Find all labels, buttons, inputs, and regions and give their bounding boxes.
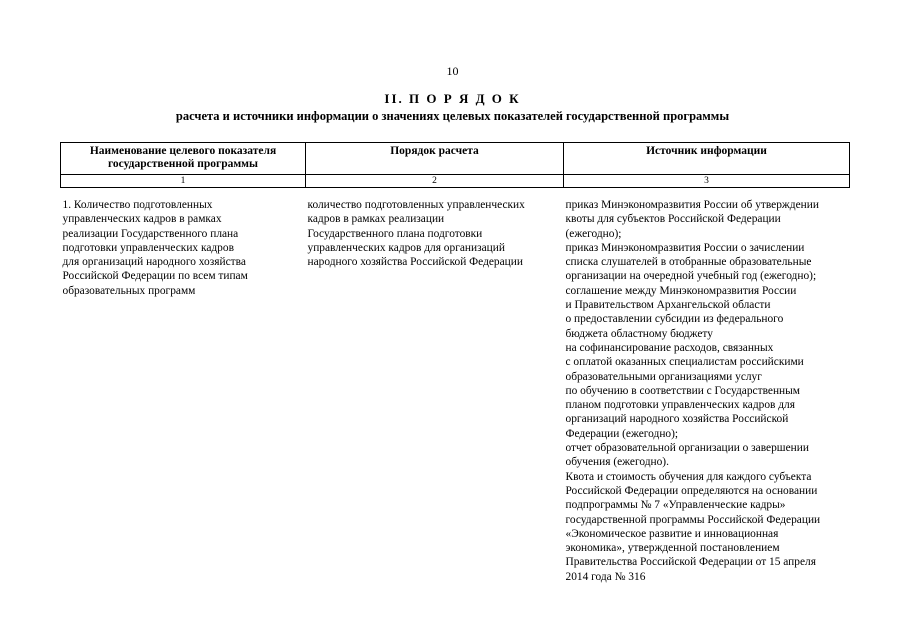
text-line: с оплатой оказанных специалистам российскими [565,356,804,369]
text-line: 1. Количество подготовленных [62,199,213,211]
column-number-row [61,175,850,188]
text-line: народного хозяйства Российской Федерации [307,256,523,269]
indicators-table [60,142,850,584]
text-line: Федерации (ежегодно); [565,427,679,440]
text-line: соглашение между Минэкономразвития России [565,284,797,297]
header-indicator-name: Наименование целевого показателя государственной программы [61,143,306,175]
text-line: о предоставлении субсидии из федерального [565,313,784,326]
text-line: организаций народного хозяйства Российской [565,413,789,426]
text-line: образовательными организациями услуг [565,370,762,383]
text-line: бюджета областному бюджету [565,327,713,340]
text-line: обучения (ежегодно). [565,456,669,469]
text-line: управленческих кадров в рамках [62,213,222,226]
section-subtitle: расчета и источники информации о значениях целевых показателей государственной программы [175,109,730,123]
text-line: подпрограммы № 7 «Управленческие кадры» [565,499,786,512]
text-line: государственной программы Российской Федерации [565,513,821,526]
text-line: отчет образовательной организации о завершении [565,442,809,455]
text-line: Российской Федерации определяются на основании [565,484,818,497]
column-number: 3 [564,175,850,188]
indicator-cell [61,188,306,585]
table-header-row [61,143,850,175]
text-line: организации на очередной учебный год (ежегодно); [565,270,817,283]
text-line: подготовки управленческих кадров [62,241,234,254]
text-line: кадров в рамках реализации [307,213,445,226]
calculation-cell [306,188,564,585]
source-cell [564,188,850,585]
text-line: для организаций народного хозяйства [62,256,246,269]
text-line: планом подготовки управленческих кадров для [565,399,795,412]
text-line: приказ Минэкономразвития России об утверждении [565,199,819,211]
header-information-source: Источник информации [564,143,850,175]
column-number: 2 [306,175,564,188]
text-line: количество подготовленных управленческих [307,199,525,211]
text-line: образовательных программ [62,284,196,297]
text-line: «Экономическое развитие и инновационная [565,527,779,540]
text-line: 2014 года № 316 [565,570,646,583]
text-line: (ежегодно); [565,227,622,240]
header-calculation-order: Порядок расчета [306,143,564,175]
text-line: Правительства Российской Федерации от 15 апреля [565,556,816,569]
section-title: II. П О Р Я Д О К [384,91,521,106]
column-number: 1 [61,175,306,188]
text-line: квоты для субъектов Российской Федерации [565,213,781,226]
text-line: Квота и стоимость обучения для каждого субъекта [565,470,812,483]
text-line: по обучению в соответствии с Государственным [565,384,801,397]
text-line: Российской Федерации по всем типам [62,270,248,283]
text-line: управленческих кадров для организаций [307,241,505,254]
text-line: приказ Минэкономразвития России о зачислении [565,241,805,254]
text-line: на софинансирование расходов, связанных [565,341,774,354]
text-line: и Правительством Архангельской области [565,299,771,312]
text-line: списка слушателей в отобранные образовательные [565,256,812,269]
text-line: реализации Государственного плана [62,227,239,240]
table-row [61,188,850,585]
page-number: 10 [446,64,459,78]
text-line: Государственного плана подготовки [307,227,483,240]
text-line: экономика», утвержденной постановлением [565,542,780,555]
